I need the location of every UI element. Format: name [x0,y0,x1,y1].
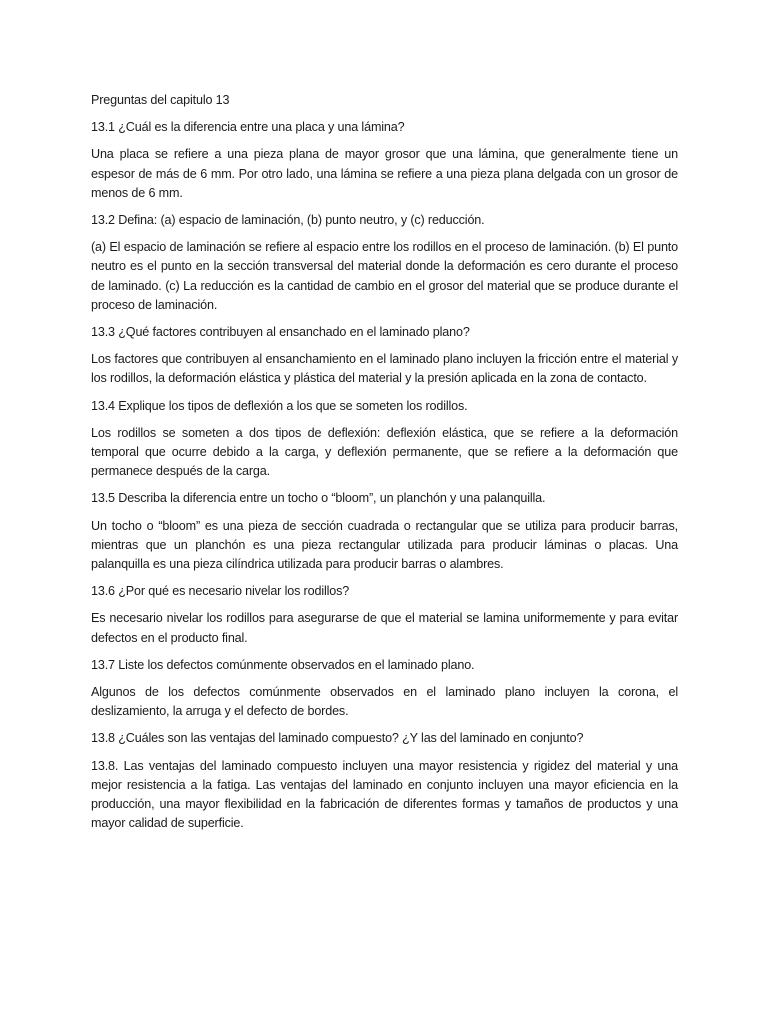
question-13-5: 13.5 Describa la diferencia entre un tocho o “bloom”, un planchón y una palanquilla. [91,491,546,506]
question-13-1: 13.1 ¿Cuál es la diferencia entre una placa y una lámina? [91,120,405,135]
answer-13-5: Un tocho o “bloom” es una pieza de sección cuadrada o rectangular que se utiliza para producir barras, mientras que un planchón es una pieza rectangular utilizada para producir láminas o placas. Una palanquilla es una pieza cilíndrica utilizada para producir barras o alambres. [91,518,678,572]
question-13-7: 13.7 Liste los defectos comúnmente observados en el laminado plano. [91,657,475,672]
question-13-8: 13.8 ¿Cuáles son las ventajas del laminado compuesto? ¿Y las del laminado en conjunto? [91,731,584,746]
question-13-3: 13.3 ¿Qué factores contribuyen al ensanchado en el laminado plano? [91,325,470,340]
document-title: Preguntas del capitulo 13 [91,93,230,107]
question-13-6: 13.6 ¿Por qué es necesario nivelar los rodillos? [91,584,350,599]
answer-13-3: Los factores que contribuyen al ensanchamiento en el laminado plano incluyen la fricción entre el material y los rodillos, la deformación elástica y plástica del material y la presión aplicada en la zona de contacto. [91,352,678,386]
answer-13-7: Algunos de los defectos comúnmente observados en el laminado plano incluyen la corona, el deslizamiento, la arruga y el defecto de bordes. [91,685,678,719]
answer-13-6: Es necesario nivelar los rodillos para asegurarse de que el material se lamina uniformemente y para evitar defectos en el producto final. [91,611,678,645]
document-body [91,91,678,842]
question-13-4: 13.4 Explique los tipos de deflexión a los que se someten los rodillos. [91,398,468,413]
answer-13-2: (a) El espacio de laminación se refiere al espacio entre los rodillos en el proceso de laminación. (b) El punto neutro es el punto en la sección transversal del material donde la deformación es cero durante el proceso de laminado. (c) La reducción es la cantidad de cambio en el grosor del material que se produce durante el proceso de laminación. [91,240,678,312]
question-13-2: 13.2 Defina: (a) espacio de laminación, (b) punto neutro, y (c) reducción. [91,213,485,228]
answer-13-8: 13.8. Las ventajas del laminado compuesto incluyen una mayor resistencia y rigidez del material y una mejor resistencia a la fatiga. Las ventajas del laminado en conjunto incluyen una mayor eficiencia en la producción, una mayor flexibilidad en la fabricación de diferentes formas y tamaños de productos y una mayor calidad de superficie. [91,758,678,831]
answer-13-4: Los rodillos se someten a dos tipos de deflexión: deflexión elástica, que se refiere a la deformación temporal que ocurre debido a la carga, y deflexión permanente, que se refiere a la deformación que permanece después de la carga. [91,425,678,479]
answer-13-1: Una placa se refiere a una pieza plana de mayor grosor que una lámina, que generalmente tiene un espesor de más de 6 mm. Por otro lado, una lámina se refiere a una pieza plana delgada con un grosor de menos de 6 mm. [91,147,678,200]
